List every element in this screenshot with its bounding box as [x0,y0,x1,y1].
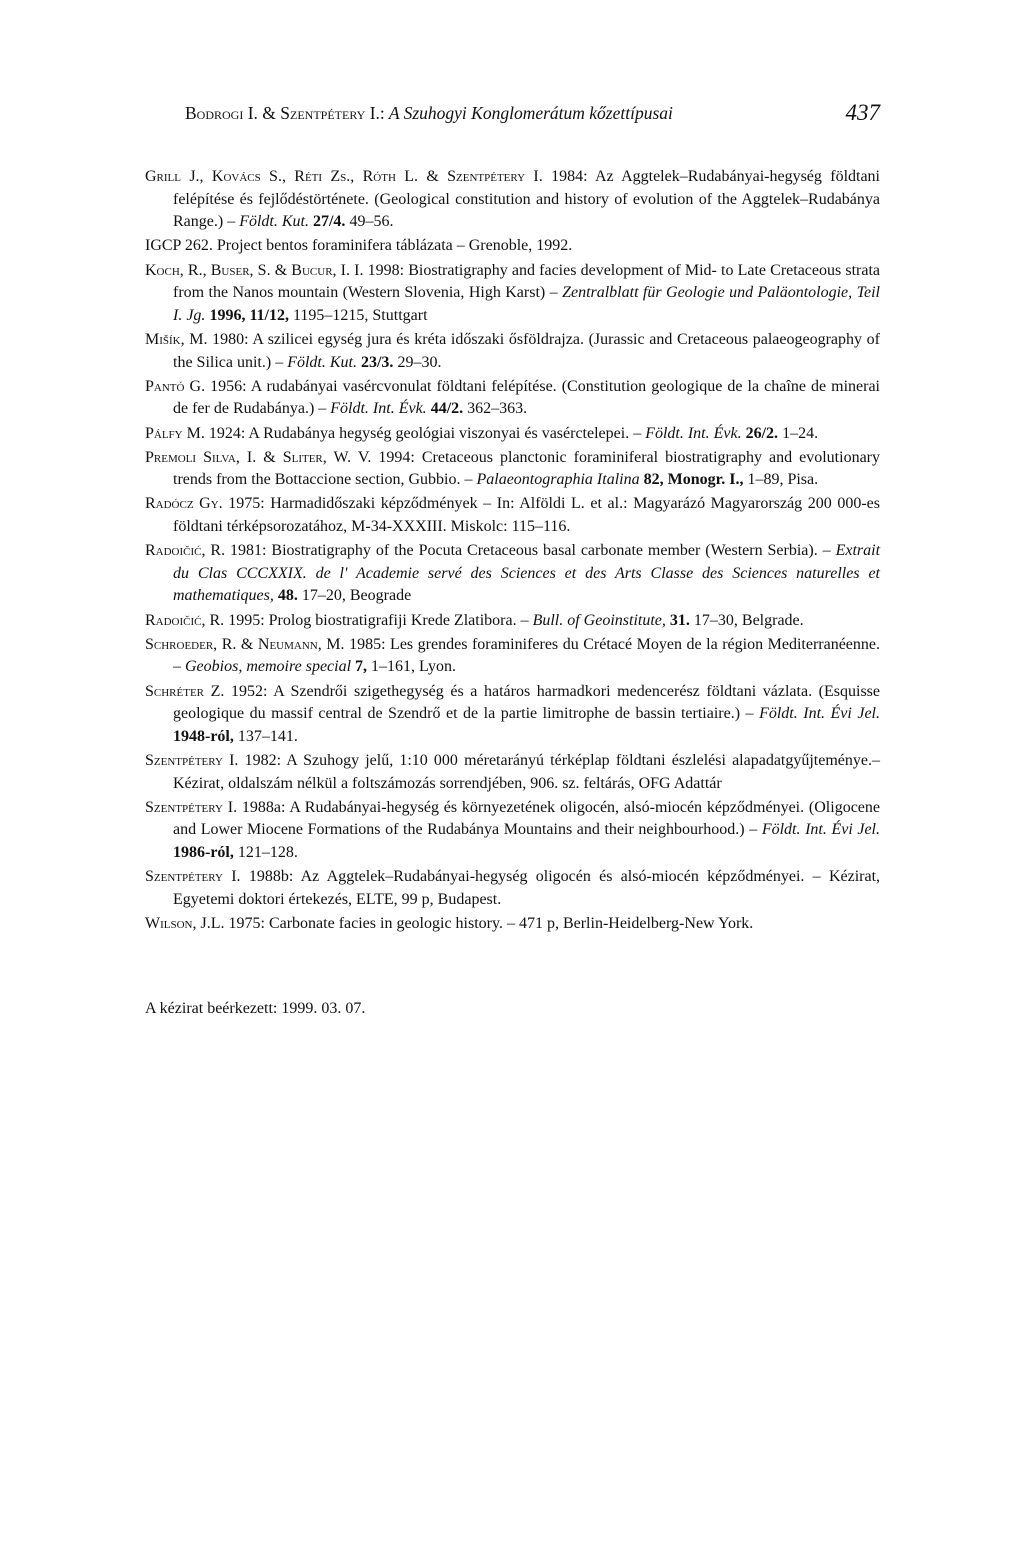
reference-pages: 1195–1215, Stuttgart [293,306,428,324]
reference-journal: Földt. Int. Évi Jel. [761,821,881,839]
reference-pages: 17–30, Belgrade. [693,611,804,629]
reference-authors: Szentpétery I. [145,798,238,816]
reference-text: 1952: A Szendrői szigethegység és a határos harmadkori medencerész földtani vázlata. (Esquisse geologique du massif central de Szendrő et de la partie limitrophe de bassin tertiaire.) – [173,682,881,723]
reference-pages: 49–56. [349,213,394,231]
reference-entry [145,235,880,258]
reference-text: 1980: A szilicei egység jura és kréta időszaki ősföldrajza. (Jurassic and Cretaceous palaeogeography of the Silica unit.) – [173,330,881,371]
reference-authors: Koch, R., Buser, S. & Bucur, I. I. [145,261,364,279]
reference-text: 1994: Cretaceous planctonic foraminiferal biostratigraphy and evolutionary trends from the Bottaccione section, Gubbio. – [173,448,880,489]
reference-pages: 362–363. [467,400,528,418]
reference-authors: Pantó G. [145,377,206,395]
running-header [185,100,880,135]
reference-entry [145,610,880,633]
reference-authors: Wilson, J.L. [145,914,225,932]
reference-text: 1988b: Az Aggtelek–Rudabányai-hegység oligocén és alsó-miocén képződményei. – Kézirat, Egyetemi doktori értekezés, ELTE, 99 p, Budapest. [173,868,881,908]
reference-pages: 1–24. [782,424,819,442]
reference-pages: 17–20, Beograde [301,587,412,605]
reference-entry [145,423,880,446]
reference-authors: Premoli Silva, I. & Sliter, W. V. [145,448,372,466]
reference-journal: Extrait du Clas CCCXXIX. de l' Academie servé des Sciences et des Arts Classe des Sciences naturelles et mathematiques, [173,542,881,605]
reference-text: 1981: Biostratigraphy of the Pocuta Cretaceous basal carbonate member (Western Serbia). – [230,542,831,560]
reference-volume: 1948-ról, [173,727,234,745]
reference-journal: Zentralblatt für Geologie und Paläontologie, Teil I. Jg. [173,284,881,324]
reference-authors: Schroeder, R. & Neumann, M. [145,635,345,653]
reference-text: 1975: Harmadidőszaki képződmények – In: Alföldi L. et al.: Magyarázó Magyarország 200 000-es földtani térképsorozatához, M-34-XXXIII. Miskolc: 115–116. [173,495,881,536]
reference-entry [145,913,880,936]
reference-text: 1982: A Szuhogy jelű, 1:10 000 méretarányú térképlap földtani észlelési alapadatgyűjteménye.– Kézirat, oldalszám nélkül a foltszámozás sorrendjében, 906. sz. feltárás, OFG Adattár [173,751,881,792]
reference-volume: 48. [277,587,298,605]
reference-pages: 29–30. [397,353,442,371]
reference-authors: Schréter Z. [145,682,225,700]
reference-entry [145,329,880,374]
reference-entry [145,750,880,795]
reference-journal: Földt. Int. Évk. [645,424,742,442]
page-number: 437 [845,100,880,125]
reference-volume: 7, [355,658,368,676]
reference-entry [145,493,880,538]
reference-text: 1988a: A Rudabányai-hegység és környezetének oligocén, alsó-miocén képződményei. (Oligocene and Lower Miocene Formations of the Rudabánya Mountains and their neighbourhood.) – [173,798,881,839]
reference-entry [145,376,880,421]
reference-volume: 1986-ról, [173,843,234,861]
reference-text: 1956: A rudabányai vasércvonulat földtani felépítése. (Constitution geologique de la chaîne de minerai de fer de Rudabánya.) – [173,377,881,418]
reference-text: 1924: A Rudabánya hegység geológiai viszonyai és vasérctelepei. – [208,424,642,442]
reference-text: IGCP 262. Project bentos foraminifera táblázata – Grenoble, 1992. [145,237,573,255]
reference-entry [145,260,880,328]
reference-authors: Szentpétery I. [145,751,239,769]
reference-authors: Szentpétery I. [145,868,241,886]
reference-text: 1984: Az Aggtelek–Rudabányai-hegység földtani felépítése és fejlődéstörténete. (Geological constitution and history of evolution of the Aggtelek–Rudabánya Range.) – [173,168,881,231]
reference-volume: 1996, 11/12, [209,306,289,324]
reference-authors: Pálfy M. [145,424,205,442]
reference-authors: Mišík, M. [145,330,208,348]
reference-authors: Radócz Gy. [145,495,223,513]
reference-entry [145,681,880,749]
manuscript-received-note: A kézirat beérkezett: 1999. 03. 07. [145,1000,366,1017]
reference-volume: 27/4. [312,213,346,231]
reference-pages: 137–141. [237,727,298,745]
reference-pages: 1–161, Lyon. [371,658,456,676]
running-head [185,103,673,124]
reference-journal: Földt. Kut. [287,353,357,371]
reference-volume: 31. [669,611,690,629]
reference-text: 1985: Les grendes foraminiferes du Crétacé Moyen de la région Mediterranéenne. – [173,635,881,676]
reference-authors: Grill J., Kovács S., Réti Zs., Róth L. & Szentpétery I. [145,168,543,185]
reference-entry [145,866,880,911]
running-head-title: A Szuhogyi Konglomerátum kőzettípusai [388,103,673,123]
reference-journal: Bull. of Geoinstitute, [532,611,666,629]
reference-entry [145,797,880,865]
reference-authors: Radoičić, R. [145,611,225,629]
reference-journal: Földt. Int. Évk. [330,400,427,418]
reference-entry [145,447,880,492]
reference-volume: 23/3. [360,353,394,371]
reference-authors: Radoičić, R. [145,542,226,560]
reference-entry [145,166,880,234]
reference-volume: 44/2. [430,400,464,418]
reference-journal: Palaeontographia Italina [476,471,640,489]
reference-journal: Földt. Int. Évi Jel. [759,705,881,723]
reference-text: 1975: Carbonate facies in geologic history. – 471 p, Berlin-Heidelberg-New York. [228,914,754,932]
reference-pages: 121–128. [237,843,298,861]
reference-volume: 82, Monogr. I., [643,471,744,489]
reference-pages: 1–89, Pisa. [747,471,819,489]
reference-journal: Geobios, memoire special [185,658,352,676]
reference-journal: Földt. Kut. [239,213,309,231]
reference-list [145,166,880,937]
reference-text: 1995: Prolog biostratigrafiji Krede Zlatibora. – [228,611,529,629]
reference-volume: 26/2. [745,424,779,442]
reference-entry [145,634,880,679]
reference-text: 1998: Biostratigraphy and facies development of Mid- to Late Cretaceous strata from the Nanos mountain (Western Slovenia, High Karst) – [173,261,881,302]
running-head-authors: Bodrogi I. & Szentpétery I.: [185,103,385,123]
reference-entry [145,540,880,608]
